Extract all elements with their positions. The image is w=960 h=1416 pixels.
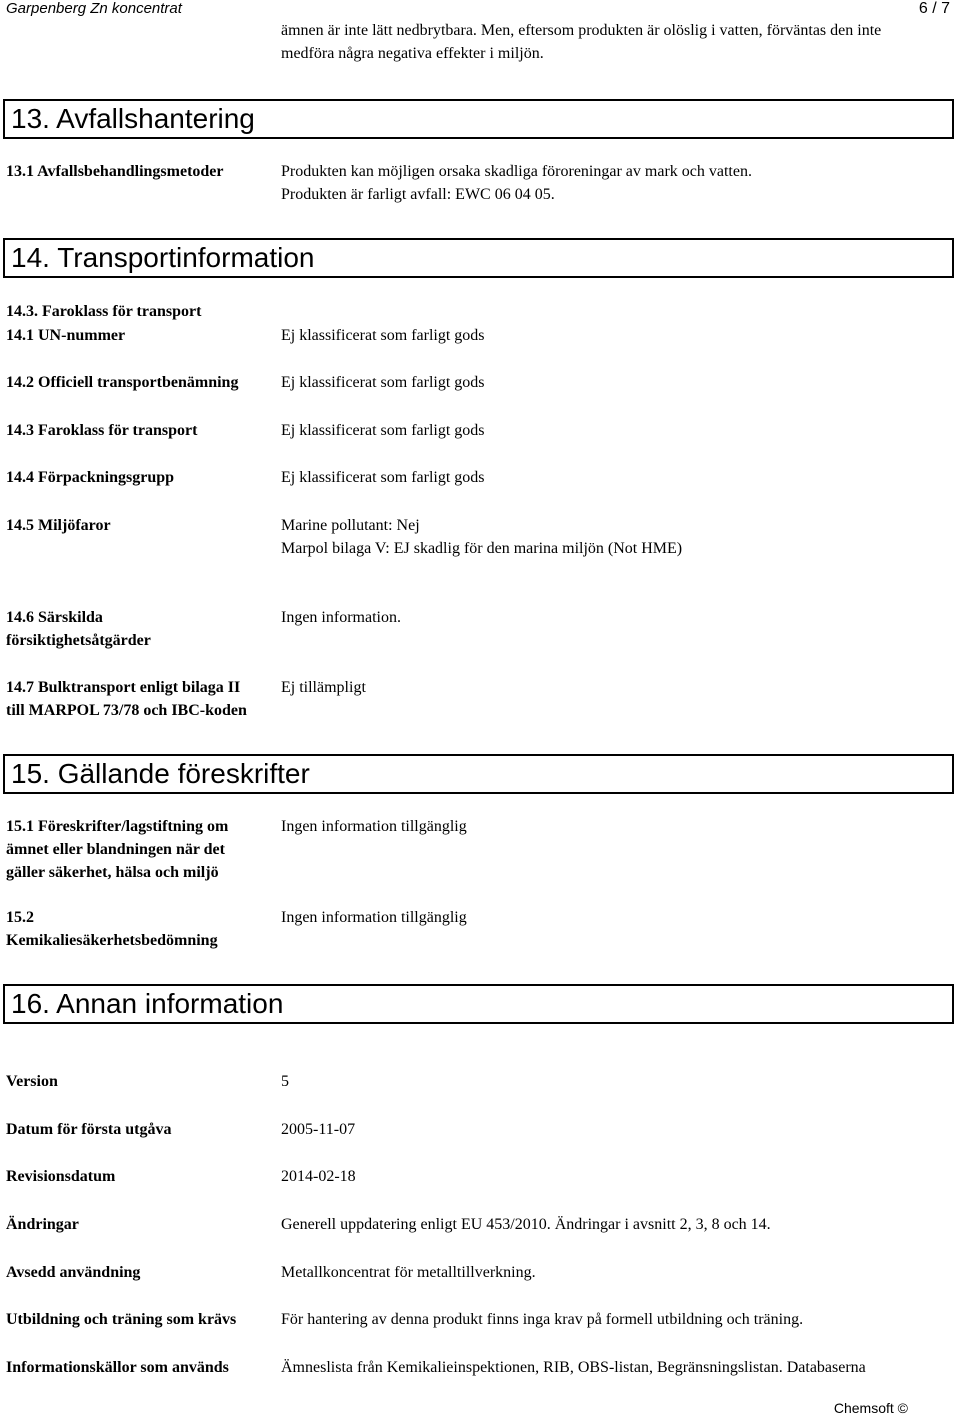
s16-changes-value: Generell uppdatering enligt EU 453/2010. Ändringar i avsnitt 2, 3, 8 och 14. xyxy=(281,1216,771,1233)
s14-bulk-transport-label-2: till MARPOL 73/78 och IBC-koden xyxy=(6,702,247,719)
s14-precautions-label-1: 14.6 Särskilda xyxy=(6,609,103,626)
s14-environment-label: 14.5 Miljöfaror xyxy=(6,517,111,534)
s14-packing-group-label: 14.4 Förpackningsgrupp xyxy=(6,469,175,486)
section-16-heading: 16. Annan information xyxy=(3,984,954,1024)
footer-copyright: Chemsoft © xyxy=(833,1400,908,1416)
s16-revision-date-value: 2014-02-18 xyxy=(281,1168,356,1185)
intro-line-1: ämnen är inte lätt nedbrytbara. Men, eftersom produkten är olöslig i vatten, förväntas den inte xyxy=(281,22,882,39)
s14-un-number-value: Ej klassificerat som farligt gods xyxy=(281,327,485,344)
section-13-heading: 13. Avfallshantering xyxy=(3,99,954,139)
s15-regulations-label-1: 15.1 Föreskrifter/lagstiftning om xyxy=(6,818,229,835)
s14-shipping-name-label: 14.2 Officiell transportbenämning xyxy=(6,374,239,391)
s13-waste-method-line-1: Produkten kan möjligen orsaka skadliga föroreningar av mark och vatten. xyxy=(281,163,752,180)
page-number: 6 / 7 xyxy=(918,0,950,17)
s15-safety-assessment-value: Ingen information tillgänglig xyxy=(281,909,467,926)
s16-intended-use-value: Metallkoncentrat för metalltillverkning. xyxy=(281,1264,536,1281)
s14-precautions-value: Ingen information. xyxy=(281,609,401,626)
s14-precautions-label-2: försiktighetsåtgärder xyxy=(6,632,151,649)
s14-hazard-class-value: Ej klassificerat som farligt gods xyxy=(281,422,485,439)
s16-sources-label: Informationskällor som används xyxy=(6,1359,229,1376)
s16-version-label: Version xyxy=(6,1073,58,1090)
s13-waste-method-line-2: Produkten är farligt avfall: EWC 06 04 05. xyxy=(281,186,555,203)
s14-subheading: 14.3. Faroklass för transport xyxy=(6,303,202,320)
s15-regulations-label-2: ämnet eller blandningen när det xyxy=(6,841,225,858)
s14-environment-line-2: Marpol bilaga V: EJ skadlig för den marina miljön (Not HME) xyxy=(281,540,683,557)
s16-intended-use-label: Avsedd användning xyxy=(6,1264,141,1281)
s15-regulations-value: Ingen information tillgänglig xyxy=(281,818,467,835)
s16-first-edition-label: Datum för första utgåva xyxy=(6,1121,172,1138)
s16-revision-date-label: Revisionsdatum xyxy=(6,1168,116,1185)
s16-version-value: 5 xyxy=(281,1073,289,1090)
s14-shipping-name-value: Ej klassificerat som farligt gods xyxy=(281,374,485,391)
s14-environment-line-1: Marine pollutant: Nej xyxy=(281,517,420,534)
s14-bulk-transport-value: Ej tillämpligt xyxy=(281,679,366,696)
s16-changes-label: Ändringar xyxy=(6,1216,79,1233)
s14-un-number-label: 14.1 UN-nummer xyxy=(6,327,126,344)
s15-safety-assessment-label-1: 15.2 xyxy=(6,909,34,926)
s16-first-edition-value: 2005-11-07 xyxy=(281,1121,356,1138)
section-15-heading: 15. Gällande föreskrifter xyxy=(3,754,954,794)
document-title: Garpenberg Zn koncentrat xyxy=(6,0,182,17)
s16-training-value: För hantering av denna produkt finns inga krav på formell utbildning och träning. xyxy=(281,1311,804,1328)
s14-hazard-class-label: 14.3 Faroklass för transport xyxy=(6,422,198,439)
s16-sources-value: Ämneslista från Kemikalieinspektionen, RIB, OBS-listan, Begränsningslistan. Databaserna xyxy=(281,1359,866,1376)
s16-training-label: Utbildning och träning som krävs xyxy=(6,1311,237,1328)
section-14-heading: 14. Transportinformation xyxy=(3,238,954,278)
s15-safety-assessment-label-2: Kemikaliesäkerhetsbedömning xyxy=(6,932,218,949)
s13-waste-method-label: 13.1 Avfallsbehandlingsmetoder xyxy=(6,163,224,180)
s15-regulations-label-3: gäller säkerhet, hälsa och miljö xyxy=(6,864,219,881)
s14-packing-group-value: Ej klassificerat som farligt gods xyxy=(281,469,485,486)
intro-line-2: medföra några negativa effekter i miljön. xyxy=(281,45,544,62)
s14-bulk-transport-label-1: 14.7 Bulktransport enligt bilaga II xyxy=(6,679,241,696)
